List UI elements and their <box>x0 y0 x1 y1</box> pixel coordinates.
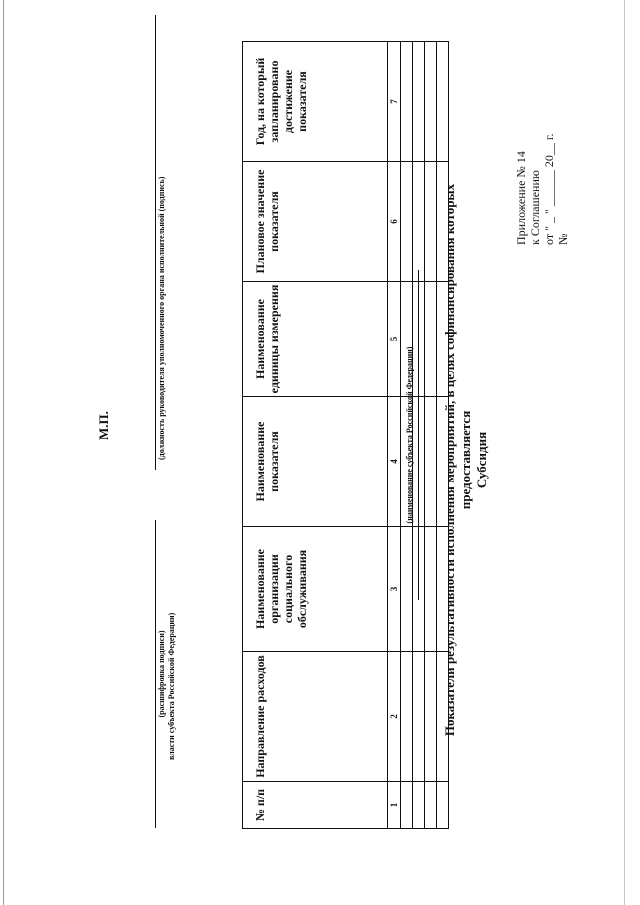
title-line: Показатели результативности исполнения мероприятий, в целях софинансирования которых предоставляется <box>442 183 473 737</box>
indicators-table <box>242 41 449 829</box>
appendix-block <box>514 65 570 245</box>
appendix-agreement: к Соглашению <box>528 170 542 245</box>
column-number: 4 <box>388 397 401 527</box>
document-title <box>442 140 490 780</box>
scan-edge <box>624 0 625 905</box>
signature-decode-caption: (расшифровка подписи) <box>157 630 166 718</box>
column-number: 5 <box>388 282 401 397</box>
position-caption: (должность руководителя уполномоченного органа исполнительной (подпись) <box>157 176 166 460</box>
table-row <box>437 42 449 829</box>
appendix-date: от " _ " ______ 20__ г. <box>542 133 556 245</box>
title-line: Субсидия <box>474 431 489 489</box>
signature-underline <box>155 15 156 470</box>
header-cell: Направление расходов <box>243 652 388 782</box>
header-cell: № п/п <box>243 782 388 829</box>
column-number: 3 <box>388 527 401 652</box>
column-number: 7 <box>388 42 401 162</box>
appendix-number: Приложение № 14 <box>514 151 528 245</box>
table-row <box>401 42 413 829</box>
header-cell: Наименование организации социального обслуживания <box>243 527 388 652</box>
column-number: 2 <box>388 652 401 782</box>
table-header-row <box>243 42 388 829</box>
decode-underline <box>155 520 156 828</box>
position-caption-continued: власти субъекта Российской Федерации) <box>167 612 176 760</box>
subject-caption: (наименование субъекта Российской Федерации) <box>405 346 414 524</box>
table-row <box>425 42 437 829</box>
rotated-document <box>20 20 620 880</box>
column-number: 6 <box>388 162 401 282</box>
header-cell: Наименование показателя <box>243 397 388 527</box>
header-cell: Год, на который запланировано достижение показателя <box>243 42 388 162</box>
table-row <box>413 42 425 829</box>
header-cell: Плановое значение показателя <box>243 162 388 282</box>
appendix-no: № <box>556 233 570 245</box>
table-number-row <box>388 42 401 829</box>
header-cell: Наименование единицы измерения <box>243 282 388 397</box>
stamp-place: М.П. <box>96 411 111 440</box>
column-number: 1 <box>388 782 401 829</box>
scan-edge <box>3 0 4 905</box>
